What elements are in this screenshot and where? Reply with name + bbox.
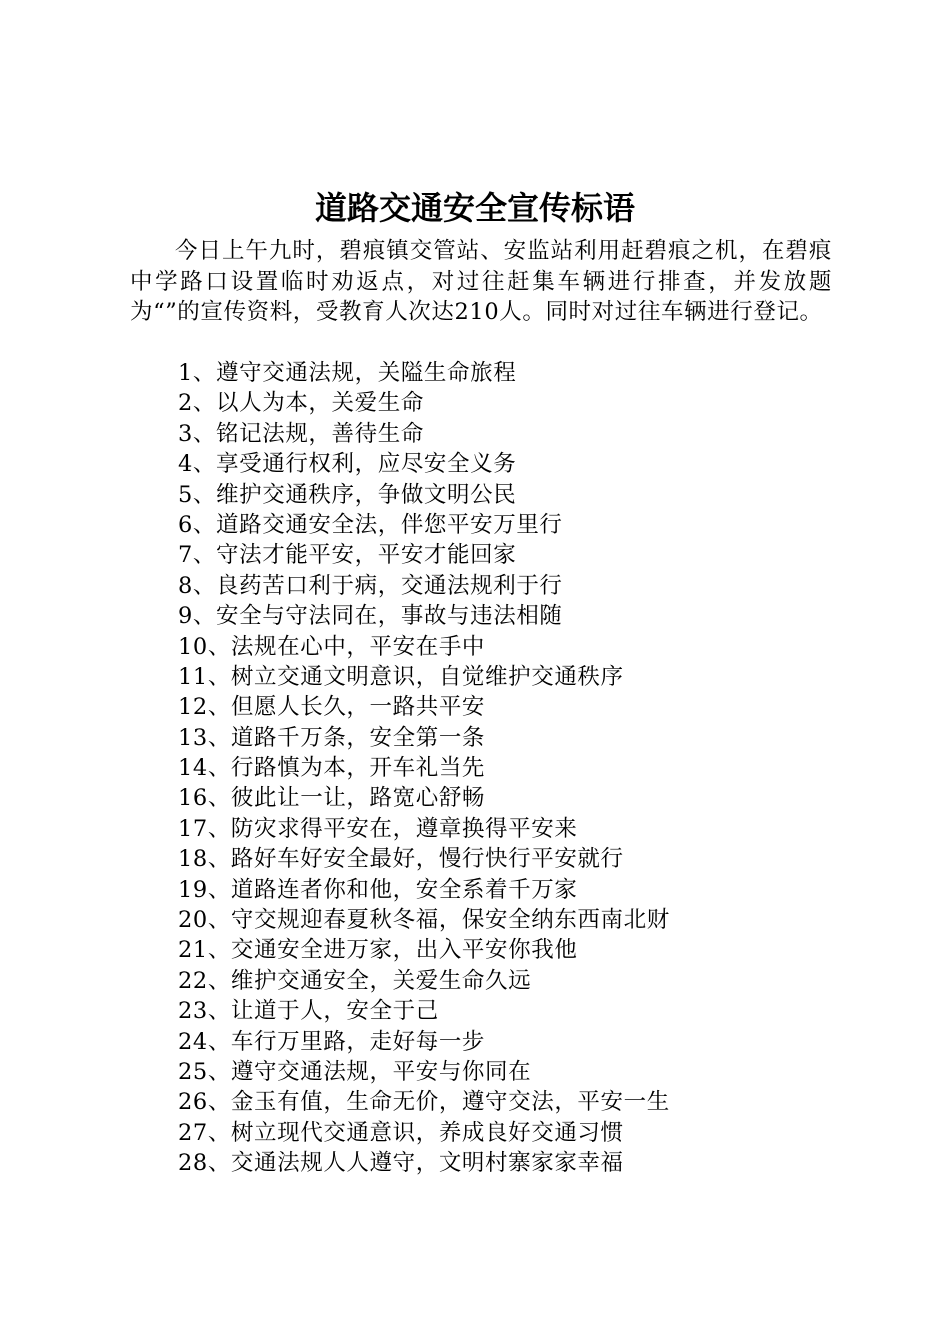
- slogan-item: 14、行路慎为本，开车礼当先: [178, 755, 486, 782]
- slogan-item: 28、交通法规人人遵守，文明村寨家家幸福: [178, 1150, 624, 1177]
- slogan-item: 23、让道于人，安全于己: [178, 998, 439, 1025]
- slogan-item: 21、交通安全进万家，出入平安你我他: [178, 937, 578, 964]
- slogan-item: 16、彼此让一让，路宽心舒畅: [178, 785, 486, 812]
- slogan-item: 26、金玉有值，生命无价，遵守交法，平安一生: [178, 1089, 670, 1116]
- slogan-item: 10、法规在心中，平安在手中: [178, 633, 486, 660]
- document-title: 道路交通安全宣传标语: [314, 189, 635, 227]
- slogan-item: 13、道路千万条，安全第一条: [178, 724, 486, 751]
- slogan-item: 20、守交规迎春夏秋冬福，保安全纳东西南北财: [178, 907, 670, 934]
- slogan-item: 7、守法才能平安，平安才能回家: [178, 542, 517, 569]
- slogan-item: 2、以人为本，关爱生命: [178, 390, 424, 417]
- slogan-item: 24、车行万里路，走好每一步: [178, 1028, 486, 1055]
- slogan-item: 4、享受通行权利，应尽安全义务: [178, 451, 517, 478]
- slogan-list: [178, 358, 670, 1179]
- slogan-item: 5、维护交通秩序，争做文明公民: [178, 481, 517, 508]
- slogan-item: 12、但愿人长久，一路共平安: [178, 694, 486, 721]
- slogan-item: 11、树立交通文明意识，自觉维护交通秩序: [178, 663, 624, 690]
- slogan-item: 22、维护交通安全，关爱生命久远: [178, 967, 532, 994]
- slogan-item: 8、良药苦口利于病，交通法规利于行: [178, 572, 563, 599]
- slogan-item: 6、道路交通安全法，伴您平安万里行: [178, 511, 563, 538]
- slogan-item: 3、铭记法规，善待生命: [178, 420, 424, 447]
- slogan-item: 18、路好车好安全最好，慢行快行平安就行: [178, 846, 624, 873]
- slogan-item: 1、遵守交通法规，关隘生命旅程: [178, 360, 517, 386]
- slogan-item: 9、安全与守法同在，事故与违法相随: [178, 603, 563, 630]
- slogan-item: 25、遵守交通法规，平安与你同在: [178, 1058, 532, 1085]
- slogan-item: 19、道路连者你和他，安全系着千万家: [178, 876, 578, 903]
- slogan-item: 17、防灾求得平安在，遵章换得平安来: [178, 815, 578, 842]
- intro-paragraph: 今日上午九时，碧痕镇交管站、安监站利用赶碧痕之机，在碧痕中学路口设置临时劝返点，对过往赶集车辆进行排查，并发放题为“”的宣传资料，受教育人次达210人。同时对过往车辆进行登记。: [130, 238, 832, 325]
- slogan-item: 27、树立现代交通意识，养成良好交通习惯: [178, 1119, 624, 1146]
